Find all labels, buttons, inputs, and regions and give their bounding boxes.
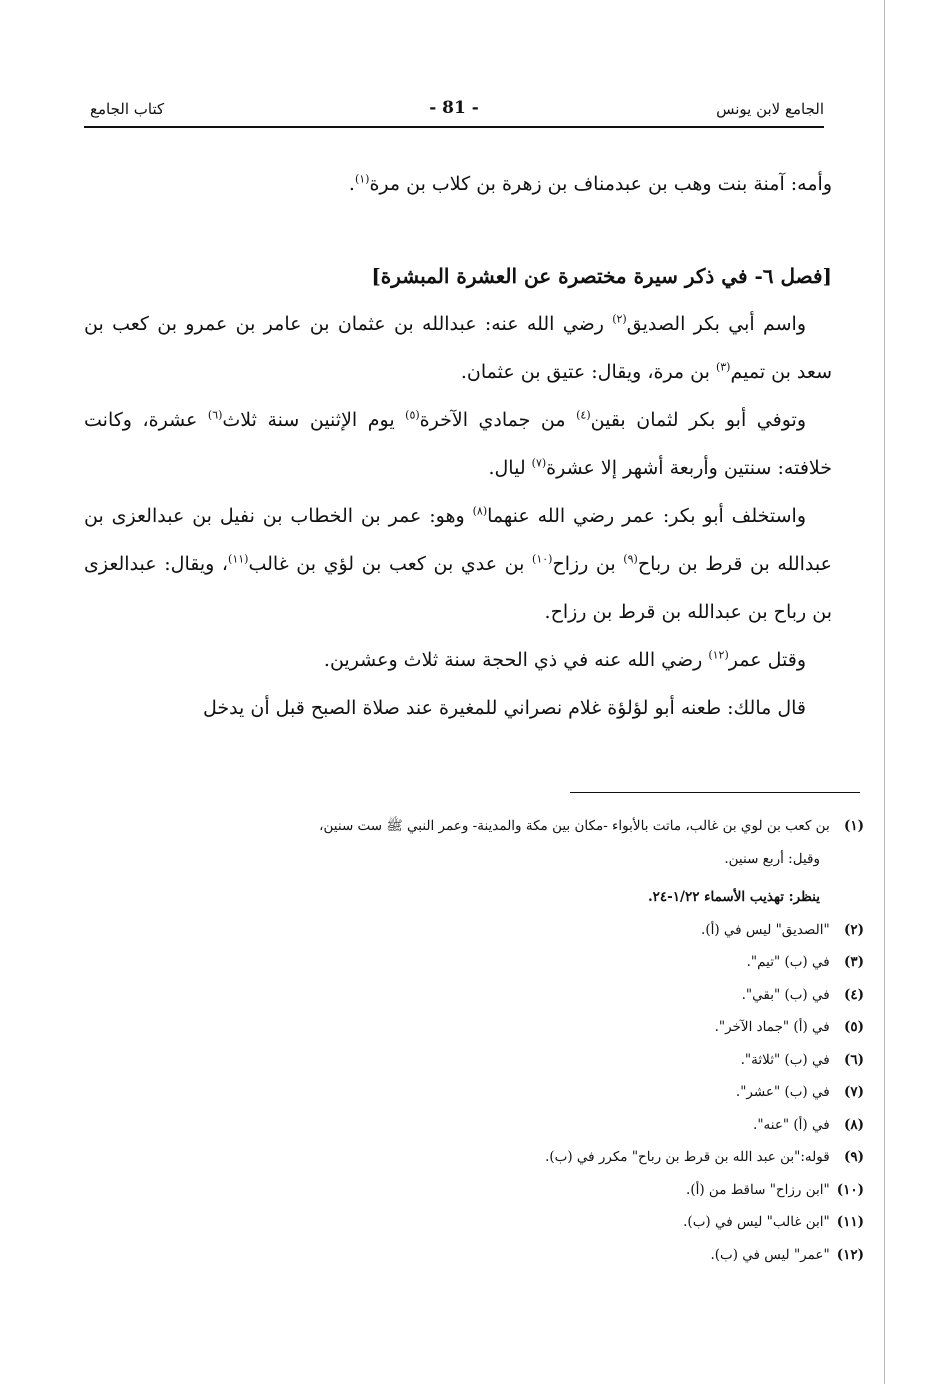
footnote-item: [84, 979, 864, 1012]
footnote-number: (١١): [836, 1214, 864, 1230]
footnote-item: [84, 1141, 864, 1174]
footnote-text: في (أ) "عنه".: [753, 1116, 830, 1133]
main-text: [84, 160, 832, 732]
section-title: [فصل ٦- في ذكر سيرة مختصرة عن العشرة المبشرة]: [371, 264, 832, 288]
footnote-item: [84, 1109, 864, 1142]
paragraph-malik: قال مالك: طعنه أبو لؤلؤة غلام نصراني للمغيرة عند صلاة الصبح قبل أن يدخل: [202, 697, 806, 719]
footnote-ref: (١٠): [532, 552, 553, 566]
footnote-item: [84, 1206, 864, 1239]
paragraph-abu-bakr-name: واسم أبي بكر الصديق$^{(٢)}$ رضي الله عنه: عبدالله بن عثمان بن عامر بن عمرو بن كعب بن سعد بن تميم$^{(٣)}$ بن مرة، ويقال: عتيق بن عثمان.: [84, 312, 832, 383]
footnote-item: [84, 1076, 864, 1109]
footnote-1-continuation: وقيل: أربع سنين.: [724, 850, 820, 867]
footnote-text: في (ب) "عشر".: [735, 1084, 830, 1100]
running-header: [84, 98, 824, 128]
footnote-text: "الصديق" ليس في (أ).: [701, 921, 830, 938]
footnote-item: [84, 946, 864, 979]
footnote-text: في (ب) "بقي".: [741, 986, 830, 1003]
footnote-ref: (٣): [715, 360, 731, 374]
paragraph-umar-succession: واستخلف أبو بكر: عمر رضي الله عنهما$^{(٨)}$ وهو: عمر بن الخطاب بن نفيل بن عبدالعزى بن عبدالله بن قرط بن رباح$^{(٩)}$ بن رزاح$^{(١٠)}$ بن عدي بن كعب بن لؤي بن غالب$^{(١١)}$، ويقال: عبدالعزى بن رباح بن عبدالله بن قرط بن رزاح.: [84, 504, 832, 623]
footnote-item: [84, 1239, 864, 1272]
header-book-title: الجامع لابن يونس: [716, 100, 824, 118]
footnote-number: (٨): [843, 1116, 864, 1133]
footnote-number: (٣): [843, 954, 864, 970]
footnote-ref: (٨): [472, 504, 488, 518]
footnote-text: "ابن رزاح" ساقط من (أ).: [686, 1181, 830, 1198]
footnote-1-source: ينظر: تهذيب الأسماء ١/٢٢-٢٤.: [647, 889, 820, 905]
paragraph-abu-bakr-death: وتوفي أبو بكر لثمان بقين$^{(٤)}$ من جمادي الآخرة$^{(٥)}$ يوم الإثنين سنة ثلاث$^{(٦)}$ عشرة، وكانت خلافته: سنتين وأربعة أشهر إلا عشرة$^{(٧)}$ ليال.: [84, 408, 832, 479]
paragraph-mother: وأمه: آمنة بنت وهب بن عبدمناف بن زهرة بن كلاب بن مرة$^{(١)}$.: [348, 172, 832, 195]
footnote-item: [84, 1044, 864, 1077]
footnote-separator: [570, 792, 860, 793]
header-chapter-title: كتاب الجامع: [90, 100, 165, 118]
paragraph-umar-death: وقتل عمر$^{(١٢)}$ رضي الله عنه في ذي الحجة سنة ثلاث وعشرين.: [323, 648, 806, 671]
page-edge: [884, 0, 885, 1384]
footnote-ref: (٥): [405, 408, 420, 422]
footnote-item: [84, 1011, 864, 1044]
footnote-number: (٧): [843, 1084, 864, 1100]
footnote-ref: (٧): [531, 456, 547, 470]
footnote-ref: (٢): [612, 312, 627, 326]
footnote-number: (٤): [843, 986, 864, 1003]
footnote-number: (٥): [843, 1019, 864, 1035]
footnote-ref: (٩): [623, 552, 638, 566]
footnote-number: (١٢): [836, 1246, 864, 1263]
footnote-ref: (١٢): [708, 648, 729, 662]
footnote-text: قوله:"بن عبد الله بن قرط بن رباح" مكرر في (ب).: [545, 1149, 830, 1165]
footnote-ref: (٦): [207, 408, 223, 422]
footnote-text: "ابن غالب" ليس في (ب).: [683, 1214, 830, 1230]
footnote-ref: (٤): [576, 408, 591, 422]
footnote-number: (١٠): [836, 1181, 864, 1198]
footnote-text: في (ب) "ثلاثة".: [740, 1051, 830, 1068]
footnote-number: (١): [843, 818, 864, 834]
footnote-number: (٦): [843, 1051, 864, 1068]
footnote-text: في (أ) "جماد الآخر".: [714, 1019, 830, 1035]
footnote-text: في (ب) "تيم".: [746, 954, 830, 970]
footnote-number: (٢): [843, 921, 864, 938]
footnote-list: [84, 914, 864, 1272]
footnote-text: "عمر" ليس في (ب).: [710, 1246, 830, 1263]
footnote-item: [84, 1174, 864, 1207]
footnote-1: (١) بن كعب بن لوي بن غالب، ماتت بالأبواء -مكان بين مكة والمدينة- وعمر النبي ﷺ ست سنين،: [84, 810, 864, 843]
footnote-ref: (١١): [228, 552, 249, 566]
footnotes: [84, 810, 864, 1271]
footnote-number: (٩): [843, 1149, 864, 1165]
page-number: - 81 -: [429, 98, 479, 118]
footnote-ref: (١): [354, 172, 370, 186]
footnote-item: [84, 914, 864, 947]
